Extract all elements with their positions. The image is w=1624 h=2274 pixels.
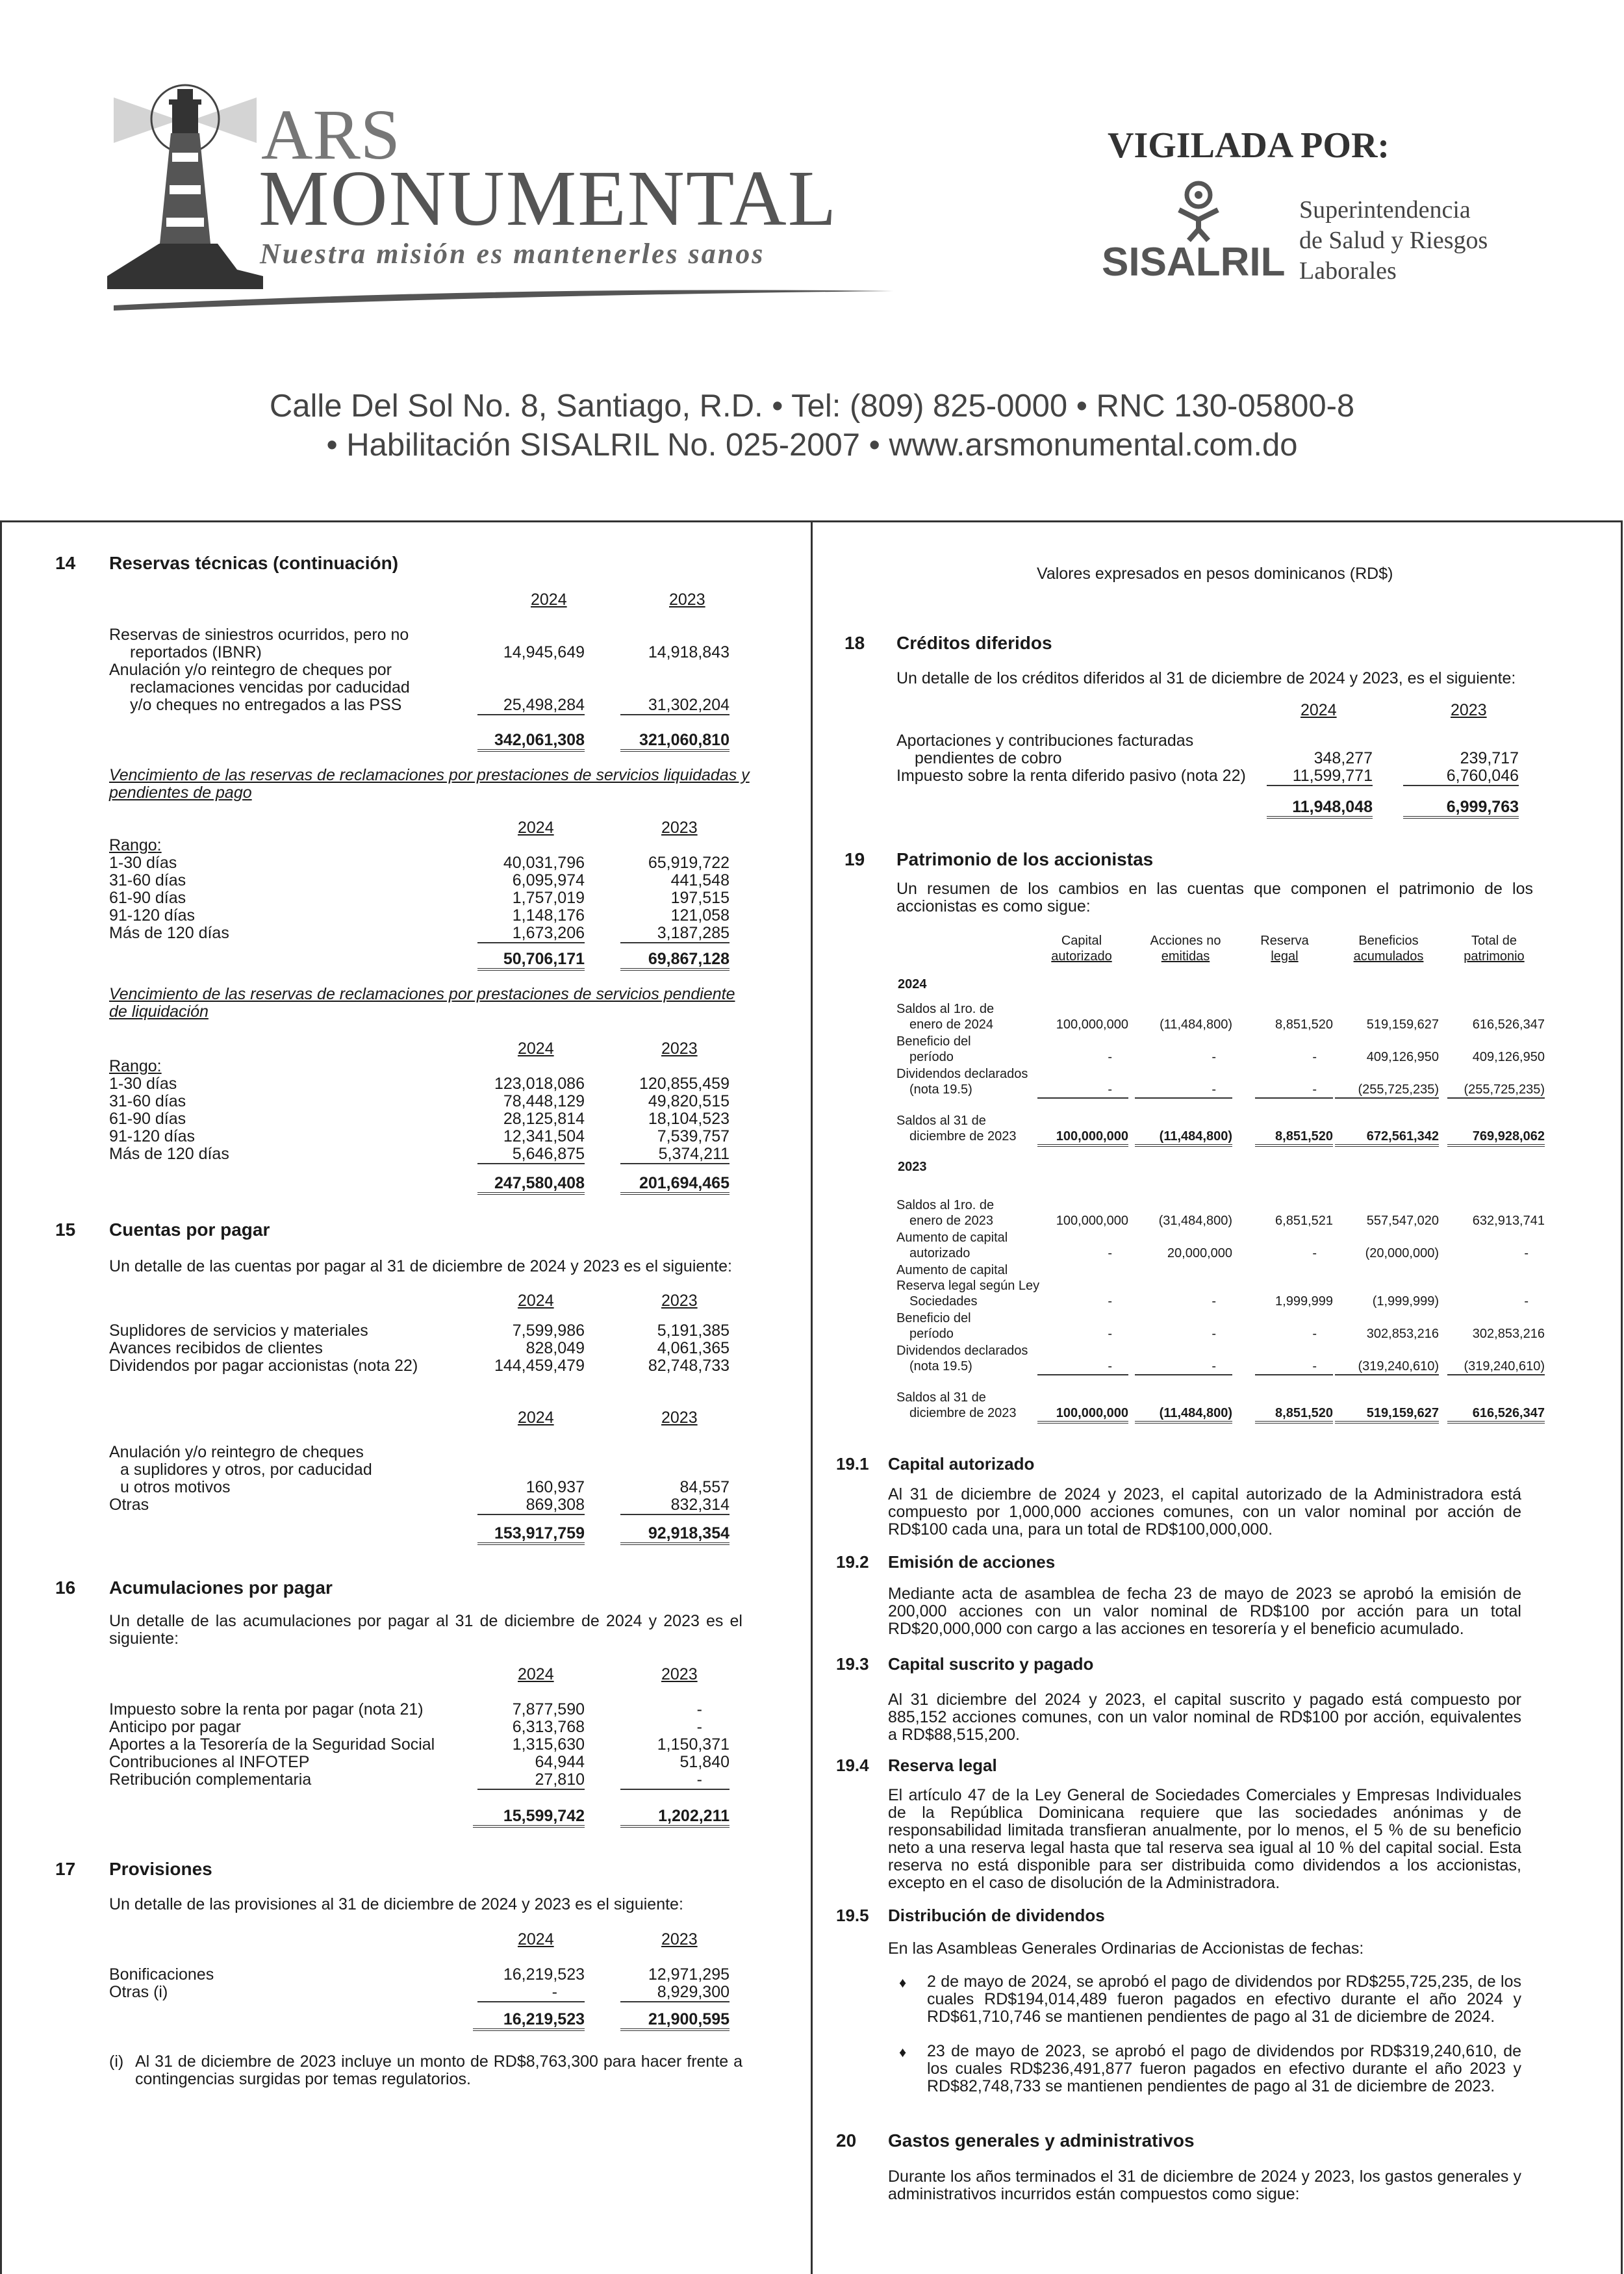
equity-value: (319,240,610) <box>1335 1359 1439 1375</box>
row-label: Dividendos por pagar accionistas (nota 22) <box>109 1357 418 1375</box>
equity-value: - <box>1212 1294 1216 1309</box>
value-2023: - <box>696 1718 702 1736</box>
equity-value: - <box>1524 1294 1529 1309</box>
value-2023: 12,971,295 <box>648 1965 730 1984</box>
value-2024: 7,877,590 <box>512 1700 585 1718</box>
section-intro: Un detalle de las acumulaciones por pagar al 31 de diciembre de 2024 y 2023 es el siguiente: <box>109 1612 742 1648</box>
total-2024: 153,917,759 <box>477 1525 585 1545</box>
value-2024: 1,148,176 <box>512 906 585 925</box>
section-19-title: Patrimonio de los accionistas <box>896 849 1154 869</box>
row-label: reportados (IBNR) <box>130 643 262 661</box>
year-label-2024: 2024 <box>898 977 927 991</box>
total-2023: 69,867,128 <box>620 951 730 971</box>
value-2024: 1,673,206 <box>477 925 585 943</box>
row-label: Avances recibidos de clientes <box>109 1339 323 1357</box>
year-header-2023: 2023 <box>661 1930 698 1948</box>
row-label: 91-120 días <box>109 906 196 925</box>
row-label: 1-30 días <box>109 854 177 872</box>
section-15-number: 15 <box>55 1220 76 1240</box>
equity-value: - <box>1037 1082 1128 1099</box>
row-label: (nota 19.5) <box>909 1359 972 1373</box>
row-label: Dividendos declarados <box>896 1067 1028 1081</box>
section-14-number: 14 <box>55 553 76 573</box>
year-header-2024: 2024 <box>518 1292 554 1310</box>
value-2023: 65,919,722 <box>648 854 730 872</box>
value-2024: 28,125,814 <box>503 1110 585 1128</box>
section-15-title: Cuentas por pagar <box>109 1220 270 1240</box>
equity-value: 672,561,342 <box>1335 1129 1439 1147</box>
year-header-2023: 2023 <box>661 1665 698 1683</box>
row-label: Más de 120 días <box>109 924 229 942</box>
value-2023: 5,191,385 <box>657 1322 730 1340</box>
value-2024: 1,315,630 <box>512 1735 585 1754</box>
row-label: Otras (i) <box>109 1983 168 2001</box>
section-19-1-text: Al 31 de diciembre de 2024 y 2023, el capital autorizado de la Administradora está compuesto por 1,000,000 acciones comunes, con un valor nominal por acción de RD$100 cada una, para un total de RD$100,000,000. <box>888 1485 1521 1539</box>
sisalril-wordmark: SISALRIL <box>1102 240 1286 285</box>
row-label: Bonificaciones <box>109 1965 214 1984</box>
col-header-reserva: Reserva legal <box>1260 934 1309 964</box>
equity-value: (31,484,800) <box>1158 1214 1232 1228</box>
section-intro: Un detalle de las cuentas por pagar al 31 de diciembre de 2024 y 2023 es el siguiente: <box>109 1257 732 1275</box>
row-label: Anulación y/o reintegro de cheques por <box>109 661 392 679</box>
row-label: Aportes a la Tesorería de la Seguridad Social <box>109 1735 435 1754</box>
value-2024: 12,341,504 <box>503 1127 585 1145</box>
value-2023: 8,929,300 <box>620 1984 730 2002</box>
value-2023: 31,302,204 <box>620 696 730 715</box>
bullet-icon: ♦ <box>899 2044 907 2060</box>
equity-value: 616,526,347 <box>1447 1405 1545 1424</box>
row-label: 1-30 días <box>109 1075 177 1093</box>
value-2023: 5,374,211 <box>620 1145 730 1164</box>
equity-value: 8,851,520 <box>1275 1017 1333 1032</box>
equity-value: - <box>1312 1246 1317 1260</box>
row-label: Impuesto sobre la renta diferido pasivo (nota 22) <box>896 767 1246 785</box>
row-label: Más de 120 días <box>109 1145 229 1163</box>
equity-value: - <box>1135 1082 1232 1099</box>
row-label: Aumento de capital <box>896 1231 1008 1245</box>
subsection-title: Vencimiento de las reservas de reclamaciones por prestaciones de servicios pendiente <box>109 985 735 1003</box>
year-header-2024: 2024 <box>518 1930 554 1948</box>
value-2023: 7,539,757 <box>657 1127 730 1145</box>
sisalril-description: Superintendencia de Salud y Riesgos Laborales <box>1299 196 1488 285</box>
value-2023: 832,314 <box>620 1496 730 1515</box>
value-2023: 84,557 <box>679 1478 730 1496</box>
value-2024: 64,944 <box>535 1753 585 1771</box>
equity-value: - <box>1255 1359 1333 1375</box>
value-2024: 11,599,771 <box>1267 767 1373 786</box>
equity-value: 100,000,000 <box>1037 1405 1128 1424</box>
logo-tagline: Nuestra misión es mantenerles sanos <box>260 238 765 270</box>
year-header-2024: 2024 <box>518 1665 554 1683</box>
row-label: Saldos al 1ro. de <box>896 1002 995 1016</box>
year-header-2024: 2024 <box>1300 701 1337 719</box>
section-19-1-number: 19.1 <box>836 1454 869 1474</box>
equity-value: (255,725,235) <box>1335 1082 1439 1099</box>
equity-value: 6,851,521 <box>1275 1214 1333 1228</box>
equity-value: - <box>1312 1327 1317 1341</box>
equity-value: 769,928,062 <box>1447 1129 1545 1147</box>
value-2023: - <box>620 1771 730 1790</box>
row-label: Beneficio del <box>896 1311 971 1325</box>
row-label: pendientes de cobro <box>915 749 1062 767</box>
rango-label: Rango: <box>109 1057 162 1075</box>
equity-value: - <box>1108 1050 1112 1064</box>
row-label: Saldos al 1ro. de <box>896 1198 995 1212</box>
equity-value: (11,484,800) <box>1135 1405 1232 1424</box>
value-2024: 123,018,086 <box>494 1075 585 1093</box>
equity-value: - <box>1108 1327 1112 1341</box>
value-2024: 1,757,019 <box>512 889 585 907</box>
equity-value: 8,851,520 <box>1255 1129 1333 1147</box>
row-label: período <box>909 1050 954 1064</box>
row-label: Otras <box>109 1496 149 1514</box>
value-2024: 160,937 <box>526 1478 585 1496</box>
value-2023: 3,187,285 <box>620 925 730 943</box>
value-2023: 18,104,523 <box>648 1110 730 1128</box>
section-19-3-title: Capital suscrito y pagado <box>888 1654 1094 1674</box>
value-2024: 828,049 <box>526 1339 585 1357</box>
year-label-2023: 2023 <box>898 1160 927 1174</box>
year-header-2024: 2024 <box>531 591 567 609</box>
row-label: autorizado <box>909 1246 971 1260</box>
year-header-2023: 2023 <box>661 1040 698 1058</box>
vigilada-title: VIGILADA POR: <box>1108 125 1390 166</box>
section-16-number: 16 <box>55 1578 76 1598</box>
row-label: reclamaciones vencidas por caducidad <box>130 678 410 696</box>
equity-value: (319,240,610) <box>1447 1359 1545 1375</box>
dividend-bullet: 2 de mayo de 2024, se aprobó el pago de dividendos por RD$255,725,235, de los cuales RD$194,014,489 fueron pagados en efectivo durante el año 2024 y RD$61,710,746 se mantienen pendientes de pago al 31 de diciembre de 2024. <box>927 1973 1521 2026</box>
section-19-4-text: El artículo 47 de la Ley General de Sociedades Comerciales y Empresas Individuales de la República Dominicana requiere que las sociedades anónimas y de responsabilidad limitada transfieran anualmente, por lo menos, el 5 % de su beneficio neto a una reserva legal hasta que tal reserva sea igual al 10 % del capital social. Esta reserva no está disponible para ser distribuida como dividendos a los accionistas, excepto en el caso de disolución de la Administradora. <box>888 1786 1521 1892</box>
equity-value: 519,159,627 <box>1366 1017 1439 1032</box>
equity-value: (255,725,235) <box>1447 1082 1545 1099</box>
footnote-marker: (i) <box>109 2052 124 2071</box>
equity-value: - <box>1312 1050 1317 1064</box>
row-label: Anticipo por pagar <box>109 1718 241 1736</box>
equity-value: 519,159,627 <box>1335 1405 1439 1424</box>
equity-value: - <box>1037 1359 1128 1375</box>
address-line-2: • Habilitación SISALRIL No. 025-2007 • www.arsmonumental.com.do <box>326 428 1298 463</box>
row-label: Reservas de siniestros ocurridos, pero no <box>109 626 409 644</box>
row-label: u otros motivos <box>120 1478 231 1496</box>
total-2023: 1,202,211 <box>620 1808 730 1828</box>
year-header-2023: 2023 <box>661 1409 698 1427</box>
row-label: Anulación y/o reintegro de cheques <box>109 1443 364 1461</box>
equity-value: - <box>1108 1246 1112 1260</box>
equity-value: (11,484,800) <box>1135 1129 1232 1147</box>
col-header-beneficios: Beneficios acumulados <box>1353 934 1424 964</box>
section-20-title: Gastos generales y administrativos <box>888 2130 1195 2151</box>
logo-monumental-text: MONUMENTAL <box>259 155 838 242</box>
equity-value: 409,126,950 <box>1472 1050 1545 1064</box>
section-18-number: 18 <box>844 633 865 653</box>
equity-value: 100,000,000 <box>1056 1017 1128 1032</box>
section-19-5-title: Distribución de dividendos <box>888 1906 1105 1925</box>
total-2023: 6,999,763 <box>1403 798 1519 819</box>
total-2024: 16,219,523 <box>473 2011 585 2031</box>
col-header-capital: Capital autorizado <box>1051 934 1112 964</box>
row-label: Dividendos declarados <box>896 1344 1028 1358</box>
equity-value: 632,913,741 <box>1472 1214 1545 1228</box>
total-2024: 247,580,408 <box>477 1175 585 1195</box>
total-2023: 21,900,595 <box>620 2011 730 2031</box>
value-2024: - <box>477 1984 585 2002</box>
section-19-number: 19 <box>844 849 865 869</box>
row-label: 61-90 días <box>109 1110 186 1128</box>
equity-value: 302,853,216 <box>1472 1327 1545 1341</box>
value-2024: 27,810 <box>477 1771 585 1790</box>
total-2023: 201,694,465 <box>620 1175 730 1195</box>
equity-value: 302,853,216 <box>1366 1327 1439 1341</box>
equity-value: 20,000,000 <box>1167 1246 1232 1260</box>
logo-ars-text: ARS <box>261 95 400 174</box>
sisalril-figure-icon <box>1169 181 1228 242</box>
row-label: a suplidores y otros, por caducidad <box>120 1461 372 1479</box>
equity-value: - <box>1255 1082 1333 1099</box>
value-2023: 6,760,046 <box>1403 767 1519 786</box>
total-2024: 11,948,048 <box>1267 798 1373 819</box>
value-2024: 5,646,875 <box>477 1145 585 1164</box>
section-17-number: 17 <box>55 1859 76 1879</box>
row-label: Beneficio del <box>896 1034 971 1049</box>
value-2024: 869,308 <box>477 1496 585 1515</box>
year-header-2023: 2023 <box>669 591 705 609</box>
equity-value: (11,484,800) <box>1160 1017 1232 1032</box>
row-label: 31-60 días <box>109 871 186 889</box>
value-2024: 6,313,768 <box>512 1718 585 1736</box>
row-label: Aportaciones y contribuciones facturadas <box>896 732 1194 750</box>
section-19-3-text: Al 31 diciembre del 2024 y 2023, el capital suscrito y pagado está compuesto por 885,152 acciones comunes, con un valor nominal de RD$100 por acción, equivalentes a RD$88,515,200. <box>888 1691 1521 1744</box>
column-divider <box>811 520 813 2274</box>
row-label: Saldos al 31 de <box>896 1390 986 1405</box>
value-2023: 1,150,371 <box>657 1735 730 1754</box>
logo-swoosh <box>114 286 893 312</box>
value-2023: 120,855,459 <box>639 1075 730 1093</box>
section-19-5-number: 19.5 <box>836 1906 869 1925</box>
year-header-2024: 2024 <box>518 819 554 837</box>
section-18-title: Créditos diferidos <box>896 633 1052 653</box>
section-19-4-title: Reserva legal <box>888 1756 997 1775</box>
year-header-2023: 2023 <box>1451 701 1487 719</box>
section-intro: Un resumen de los cambios en las cuentas que componen el patrimonio de los accionistas es como sigue: <box>896 880 1533 915</box>
equity-value: 100,000,000 <box>1056 1214 1128 1228</box>
equity-value: - <box>1524 1246 1529 1260</box>
section-19-1-title: Capital autorizado <box>888 1454 1035 1474</box>
col-header-acciones: Acciones no emitidas <box>1150 934 1221 964</box>
subsection-title: Vencimiento de las reservas de reclamaciones por prestaciones de servicios liquidadas y <box>109 766 750 784</box>
section-19-5-intro: En las Asambleas Generales Ordinarias de Accionistas de fechas: <box>888 1939 1364 1958</box>
section-14-title: Reservas técnicas (continuación) <box>109 553 399 573</box>
value-2024: 144,459,479 <box>494 1357 585 1375</box>
total-2024: 342,061,308 <box>477 732 585 752</box>
row-label: 61-90 días <box>109 889 186 907</box>
equity-value: 616,526,347 <box>1472 1017 1545 1032</box>
section-20-text: Durante los años terminados el 31 de diciembre de 2024 y 2023, los gastos generales y administrativos incurridos están compuestos como sigue: <box>888 2167 1521 2203</box>
section-19-2-text: Mediante acta de asamblea de fecha 23 de mayo de 2023 se aprobó la emisión de 200,000 acciones con un valor nominal de RD$100 por acción para un total RD$20,000,000 con cargo a las acciones en tesorería y el beneficio acumulado. <box>888 1585 1521 1638</box>
col-header-total: Total de patrimonio <box>1464 934 1525 964</box>
equity-value: - <box>1212 1327 1216 1341</box>
row-label: Retribución complementaria <box>109 1770 312 1789</box>
year-header-2024: 2024 <box>518 1040 554 1058</box>
year-header-2023: 2023 <box>661 819 698 837</box>
value-2024: 25,498,284 <box>477 696 585 715</box>
value-2024: 78,448,129 <box>503 1092 585 1110</box>
rango-label: Rango: <box>109 836 162 854</box>
total-2024: 15,599,742 <box>473 1808 585 1828</box>
section-16-title: Acumulaciones por pagar <box>109 1578 333 1598</box>
section-19-3-number: 19.3 <box>836 1654 869 1674</box>
equity-value: - <box>1212 1050 1216 1064</box>
section-19-2-title: Emisión de acciones <box>888 1552 1056 1572</box>
footnote-text: Al 31 de diciembre de 2023 incluye un monto de RD$8,763,300 para hacer frente a contingencias surgidas por temas regulatorios. <box>135 2052 742 2088</box>
section-17-title: Provisiones <box>109 1859 212 1879</box>
value-2023: 51,840 <box>679 1753 730 1771</box>
lighthouse-logo-icon <box>107 81 263 296</box>
value-2023: 82,748,733 <box>648 1357 730 1375</box>
value-2024: 6,095,974 <box>512 871 585 889</box>
equity-value: 8,851,520 <box>1255 1405 1333 1424</box>
row-label: (nota 19.5) <box>909 1082 972 1097</box>
subsection-title: de liquidación <box>109 1003 209 1021</box>
equity-value: 1,999,999 <box>1275 1294 1333 1309</box>
value-2024: 14,945,649 <box>503 643 585 661</box>
row-label: y/o cheques no entregados a las PSS <box>130 696 402 714</box>
value-2023: - <box>696 1700 702 1718</box>
value-2023: 197,515 <box>670 889 730 907</box>
value-2023: 49,820,515 <box>648 1092 730 1110</box>
year-header-2024: 2024 <box>518 1409 554 1427</box>
address-line-1: Calle Del Sol No. 8, Santiago, R.D. • Tel: (809) 825-0000 • RNC 130-05800-8 <box>269 389 1355 424</box>
row-label: diciembre de 2023 <box>909 1406 1017 1420</box>
row-label: período <box>909 1327 954 1341</box>
row-label: 31-60 días <box>109 1092 186 1110</box>
row-label: diciembre de 2023 <box>909 1129 1017 1143</box>
row-label: Impuesto sobre la renta por pagar (nota 21) <box>109 1700 424 1718</box>
value-2024: 348,277 <box>1313 749 1373 767</box>
equity-value: (1,999,999) <box>1372 1294 1439 1309</box>
section-19-4-number: 19.4 <box>836 1756 869 1775</box>
dividend-bullet: 23 de mayo de 2023, se aprobó el pago de dividendos por RD$319,240,610, de los cuales RD$236,491,877 fueron pagados en efectivo durante el año 2023 y RD$82,748,733 se mantienen pendientes de pago al 31 de diciembre de 2023. <box>927 2042 1521 2095</box>
row-label: enero de 2023 <box>909 1214 994 1228</box>
total-2023: 92,918,354 <box>620 1525 730 1545</box>
row-label: Sociedades <box>909 1294 978 1309</box>
value-2023: 239,717 <box>1460 749 1519 767</box>
equity-value: - <box>1135 1359 1232 1375</box>
equity-value: (20,000,000) <box>1365 1246 1439 1260</box>
bullet-icon: ♦ <box>899 1974 907 1991</box>
section-20-number: 20 <box>836 2130 857 2151</box>
row-label: Saldos al 31 de <box>896 1114 986 1128</box>
row-label: Suplidores de servicios y materiales <box>109 1322 368 1340</box>
total-2023: 321,060,810 <box>620 732 730 752</box>
row-label: 91-120 días <box>109 1127 196 1145</box>
currency-note: Valores expresados en pesos dominicanos (RD$) <box>1037 565 1393 583</box>
row-label: Reserva legal según Ley <box>896 1279 1040 1293</box>
value-2023: 14,918,843 <box>648 643 730 661</box>
section-intro: Un detalle de los créditos diferidos al 31 de diciembre de 2024 y 2023, es el siguiente: <box>896 669 1516 687</box>
row-label: Aumento de capital <box>896 1263 1008 1277</box>
equity-value: 100,000,000 <box>1037 1129 1128 1147</box>
subsection-title: pendientes de pago <box>109 784 252 802</box>
value-2024: 40,031,796 <box>503 854 585 872</box>
value-2024: 16,219,523 <box>503 1965 585 1984</box>
equity-value: - <box>1108 1294 1112 1309</box>
row-label: Contribuciones al INFOTEP <box>109 1753 310 1771</box>
value-2023: 441,548 <box>670 871 730 889</box>
section-intro: Un detalle de las provisiones al 31 de diciembre de 2024 y 2023 es el siguiente: <box>109 1895 683 1913</box>
value-2023: 4,061,365 <box>657 1339 730 1357</box>
section-19-2-number: 19.2 <box>836 1552 869 1572</box>
year-header-2023: 2023 <box>661 1292 698 1310</box>
value-2024: 7,599,986 <box>512 1322 585 1340</box>
total-2024: 50,706,171 <box>477 951 585 971</box>
row-label: enero de 2024 <box>909 1017 994 1032</box>
value-2023: 121,058 <box>670 906 730 925</box>
equity-value: 557,547,020 <box>1366 1214 1439 1228</box>
equity-value: 409,126,950 <box>1366 1050 1439 1064</box>
